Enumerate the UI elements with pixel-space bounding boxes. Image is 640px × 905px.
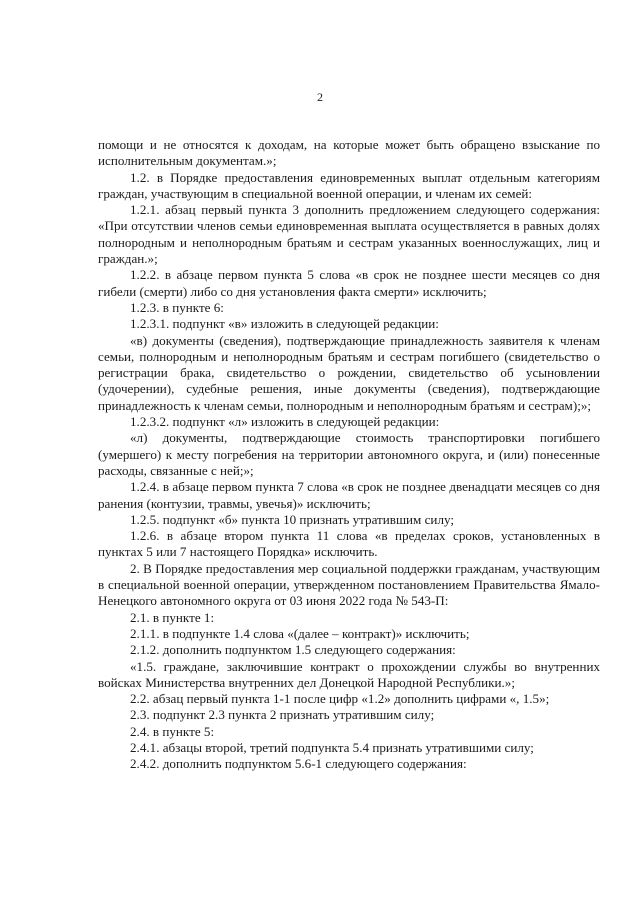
document-body xyxy=(98,137,600,773)
paragraph: 2.4.2. дополнить подпунктом 5.6-1 следующего содержания: xyxy=(130,756,467,772)
page-number: 2 xyxy=(317,90,323,104)
paragraph: 1.2.3.2. подпункт «л» изложить в следующей редакции: xyxy=(130,414,440,430)
paragraph: 2.4.1. абзацы второй, третий подпункта 5.4 признать утратившими силу; xyxy=(130,739,534,755)
paragraph: 1.2.6. в абзаце втором пункта 11 слова «в пределах сроков, установленных в пунктах 5 или 7 настоящего Порядка» исключить. xyxy=(98,528,600,560)
paragraph: 1.2.3.1. подпункт «в» изложить в следующей редакции: xyxy=(130,316,439,332)
paragraph: 1.2.3. в пункте 6: xyxy=(130,299,224,315)
paragraph: 2.4. в пункте 5: xyxy=(130,723,215,739)
paragraph: «1.5. граждане, заключившие контракт о прохождении службы во внутренних войсках Министерства внутренних дел Донецкой Народной Республики.»; xyxy=(98,658,600,690)
paragraph: 2. В Порядке предоставления мер социальной поддержки гражданам, участвующим в специальной военной операции, утвержденном постановлением Правительства Ямало-Ненецкого автономного округа от 03 июня 2022 года № 543-П: xyxy=(98,560,600,609)
paragraph: «в) документы (сведения), подтверждающие принадлежность заявителя к членам семьи, полнородным и неполнородным братьям и сестрам погибшего (свидетельство о регистрации брака, свидетельство о рождении, свидетельство об усыновлении (удочерении), судебные решения, иные документы (сведения), подтверждающие принадлежность к членам семьи, полнородным и неполнородным братьям и сестрам);»; xyxy=(98,332,600,413)
paragraph: 1.2. в Порядке предоставления единовременных выплат отдельным категориям граждан, участвующим в специальной военной операции, и членам их семей: xyxy=(98,169,600,201)
paragraph: 2.1.1. в подпункте 1.4 слова «(далее – контракт)» исключить; xyxy=(130,625,470,641)
paragraph: 1.2.2. в абзаце первом пункта 5 слова «в срок не позднее шести месяцев со дня гибели (смерти) либо со дня установления факта смерти» исключить; xyxy=(98,267,600,299)
paragraph: помощи и не относятся к доходам, на которые может быть обращено взыскание по исполнительным документам.»; xyxy=(98,137,600,169)
paragraph: «л) документы, подтверждающие стоимость транспортировки погибшего (умершего) к месту погребения на территории автономного округа, и (или) понесенные расходы, связанные с ней;»; xyxy=(98,430,600,478)
paragraph: 1.2.1. абзац первый пункта 3 дополнить предложением следующего содержания: «При отсутствии членов семьи единовременная выплата осуществляется в равных долях полнородным и неполнородным братьям и сестрам указанных военнослужащих, лиц и граждан.»; xyxy=(98,202,600,267)
paragraph: 2.1. в пункте 1: xyxy=(130,609,215,625)
paragraph: 2.1.2. дополнить подпунктом 1.5 следующего содержания: xyxy=(130,642,456,658)
paragraph: 1.2.5. подпункт «б» пункта 10 признать утратившим силу; xyxy=(130,511,454,527)
paragraph: 2.2. абзац первый пункта 1-1 после цифр «1.2» дополнить цифрами «, 1.5»; xyxy=(130,691,550,707)
paragraph: 1.2.4. в абзаце первом пункта 7 слова «в срок не позднее двенадцати месяцев со дня ранения (контузии, травмы, увечья)» исключить; xyxy=(98,479,600,511)
paragraph: 2.3. подпункт 2.3 пункта 2 признать утратившим силу; xyxy=(130,707,435,723)
